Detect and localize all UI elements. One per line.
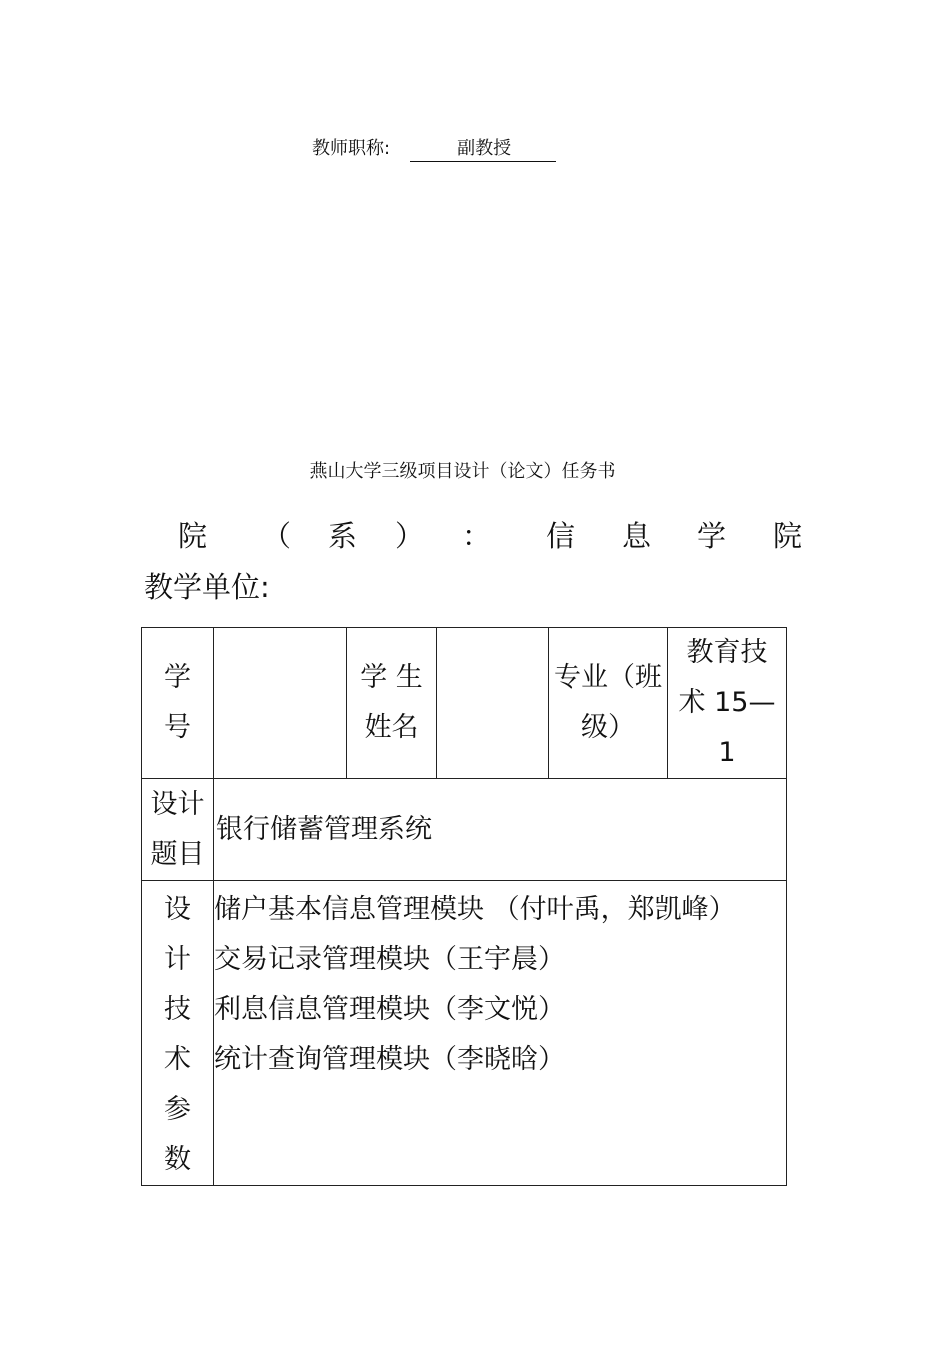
student-id-label-cell (142, 628, 214, 779)
department-char: 院 (773, 519, 803, 553)
student-name-label-line: 姓名 (364, 712, 419, 743)
student-id-value-cell (214, 628, 347, 779)
document-heading: 燕山大学三级项目设计（论文）任务书 (309, 461, 616, 482)
department-char: 系 (328, 519, 358, 553)
department-char: 院 (178, 519, 208, 553)
params-label-cell (142, 881, 214, 1186)
department-char: 信 (546, 519, 576, 553)
module-item: 交易记录管理模块（王宇晨） (214, 944, 565, 975)
teacher-title-value: 副教授 (410, 137, 556, 162)
student-name-label-cell (347, 628, 437, 779)
major-value-line: 教育技 (686, 637, 768, 668)
topic-label-line: 设计 (150, 788, 205, 820)
module-item: 利息信息管理模块（李文悦） (214, 994, 565, 1025)
student-name-value-cell (437, 628, 549, 779)
params-label-char: 术 (164, 1044, 191, 1075)
task-table (141, 627, 787, 1186)
params-label-char: 技 (164, 994, 191, 1025)
table-row (142, 881, 787, 1186)
student-id-label-line: 学 (164, 662, 191, 693)
topic-label-line: 题目 (150, 838, 205, 870)
department-char: 学 (697, 519, 727, 553)
params-label-char: 计 (164, 944, 191, 975)
major-value-cell (668, 628, 787, 779)
topic-value-cell: 银行储蓄管理系统 (214, 779, 787, 881)
major-label-line: 级） (581, 712, 635, 743)
major-label-cell (549, 628, 668, 779)
department-row (0, 516, 950, 556)
major-value-line: 术 15— (678, 687, 776, 718)
table-row (142, 779, 787, 881)
teaching-unit-label: 教学单位: (144, 570, 270, 604)
student-name-label-line: 学 生 (360, 662, 423, 693)
department-char: 息 (622, 519, 652, 553)
table-row (142, 628, 787, 779)
department-char: （ (262, 519, 292, 553)
module-item: 储户基本信息管理模块 （付叶禹，郑凯峰） (214, 894, 736, 925)
module-item: 统计查询管理模块（李晓晗） (214, 1044, 565, 1075)
teacher-title-label: 教师职称: (312, 138, 391, 159)
params-label-char: 参 (164, 1094, 191, 1125)
params-label-char: 设 (164, 894, 191, 925)
department-char: ： (462, 519, 492, 553)
module-list-cell (214, 881, 787, 1186)
major-value-line: 1 (718, 737, 736, 768)
student-id-label-line: 号 (164, 712, 191, 743)
params-label-char: 数 (164, 1144, 191, 1175)
topic-label-cell (142, 779, 214, 881)
teacher-title-line (312, 134, 556, 162)
major-label-line: 专业（班 (554, 662, 662, 693)
department-char: ） (395, 519, 425, 553)
